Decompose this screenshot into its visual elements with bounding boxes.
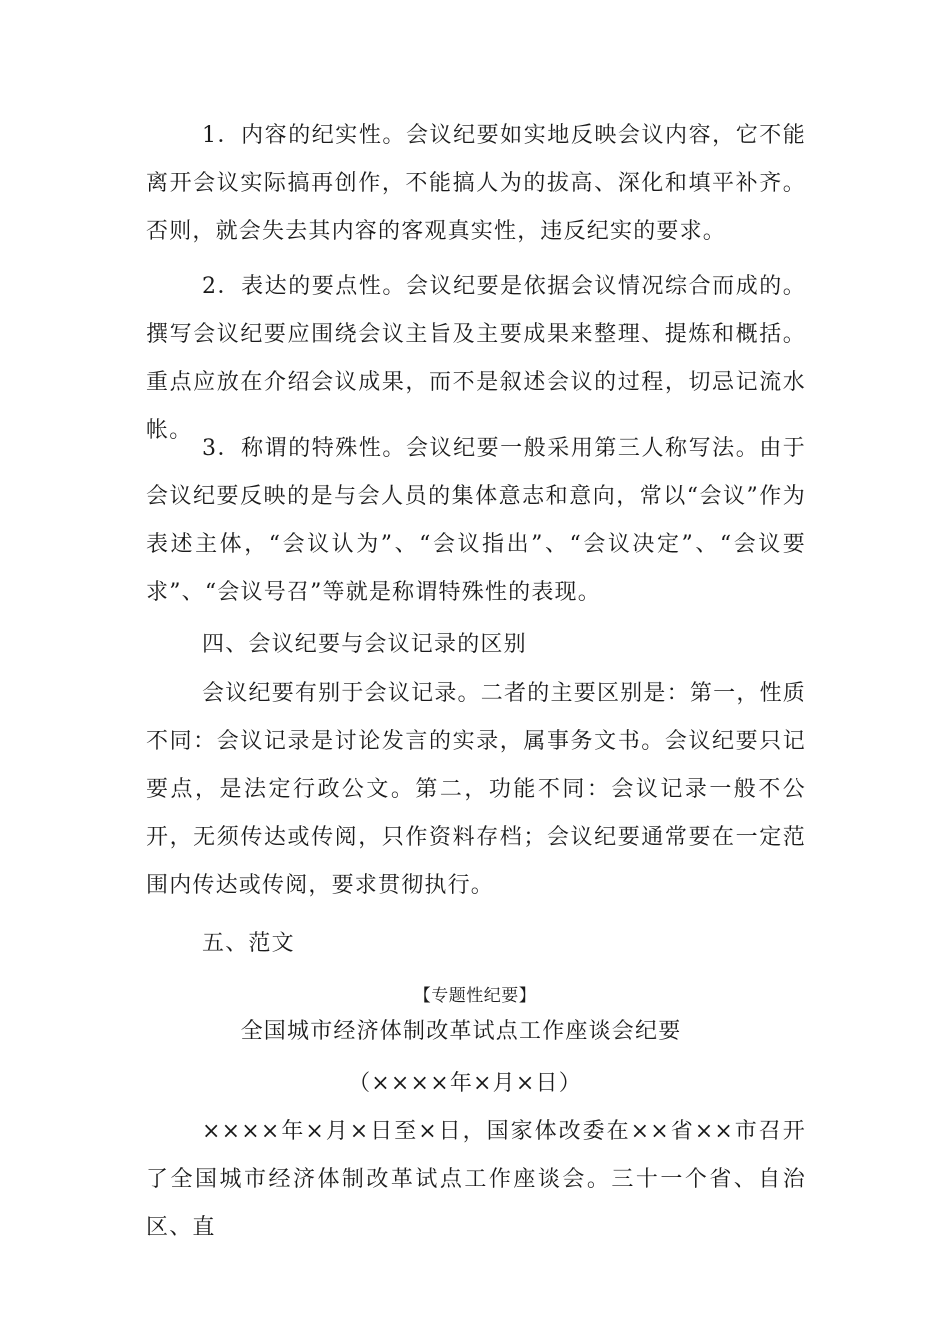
- sample-tag: 【专题性纪要】: [413, 986, 537, 1006]
- paragraph-content-factuality: 1．内容的纪实性。会议纪要如实地反映会议内容，它不能离开会议实际搞再创作，不能搞人为的拔高、深化和填平补齐。否则，就会失去其内容的客观真实性，违反纪实的要求。: [146, 123, 806, 244]
- paragraph-difference: 会议纪要有别于会议记录。二者的主要区别是：第一，性质不同：会议记录是讨论发言的实录，属事务文书。会议纪要只记要点，是法定行政公文。第二，功能不同：会议记录一般不公开，无须传达或传阅，只作资料存档；会议纪要通常要在一定范围内传达或传阅，要求贯彻执行。: [146, 681, 806, 898]
- sample-title: 全国城市经济体制改革试点工作座谈会纪要: [240, 1019, 682, 1044]
- section-heading-five: 五、范文: [202, 931, 295, 956]
- sample-body-paragraph: ××××年×月×日至×日，国家体改委在××省××市召开了全国城市经济体制改革试点工作座谈会。三十一个省、自治区、直: [146, 1119, 806, 1240]
- section-heading-four: 四、会议纪要与会议记录的区别: [202, 632, 527, 657]
- sample-date: （××××年×月×日）: [348, 1071, 582, 1096]
- paragraph-expression-key-points: 2．表达的要点性。会议纪要是依据会议情况综合而成的。撰写会议纪要应围绕会议主旨及主要成果来整理、提炼和概括。重点应放在介绍会议成果，而不是叙述会议的过程，切忌记流水帐。: [146, 274, 806, 443]
- paragraph-special-address: 3．称谓的特殊性。会议纪要一般采用第三人称写法。由于会议纪要反映的是与会人员的集体意志和意向，常以“会议”作为表述主体，“会议认为”、“会议指出”、“会议决定”、“会议要求”、“会议号召”等就是称谓特殊性的表现。: [146, 436, 806, 605]
